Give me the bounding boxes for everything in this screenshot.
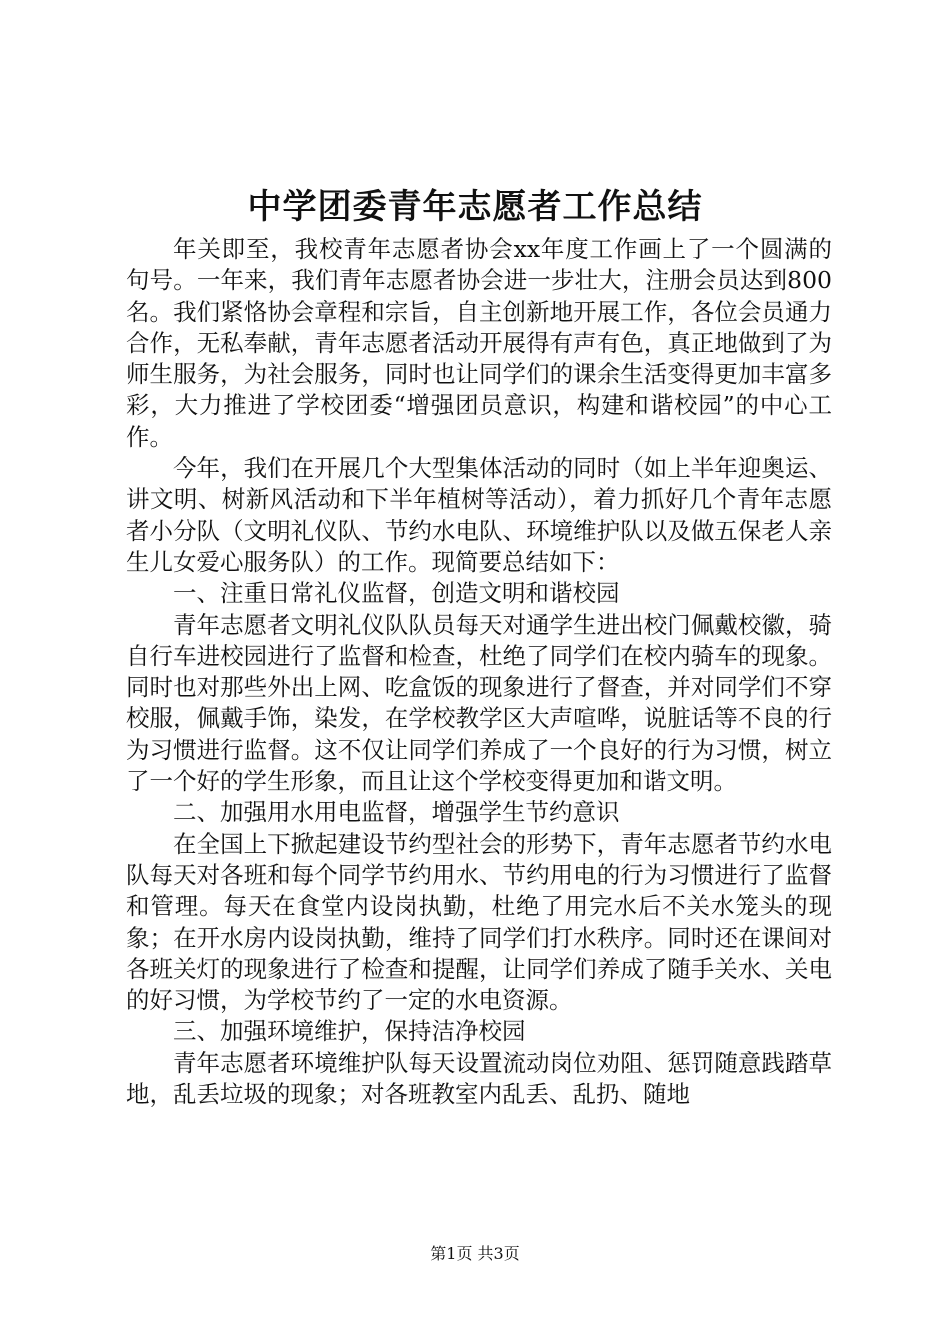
document-body — [126, 234, 832, 1110]
paragraph-section-1: 青年志愿者文明礼仪队队员每天对通学生进出校门佩戴校徽，骑自行车进校园进行了监督和检查，杜绝了同学们在校内骑车的现象。同时也对那些外出上网、吃盒饭的现象进行了督查，并对同学们不穿校服，佩戴手饰，染发，在学校教学区大声喧哗，说脏话等不良的行为习惯进行监督。这不仅让同学们养成了一个良好的行为习惯，树立了一个好的学生形象，而且让这个学校变得更加和谐文明。 — [126, 610, 832, 796]
paragraph-section-3: 青年志愿者环境维护队每天设置流动岗位劝阻、惩罚随意践踏草地，乱丢垃圾的现象；对各班教室内乱丢、乱扔、随地 — [126, 1048, 832, 1109]
document-title: 中学团委青年志愿者工作总结 — [247, 187, 703, 227]
section-heading-2: 二、加强用水用电监督，增强学生节约意识 — [173, 798, 620, 827]
section-heading-3: 三、加强环境维护，保持洁净校园 — [173, 1017, 526, 1046]
page-footer: 第1页 共3页 — [430, 1244, 520, 1263]
paragraph-intro: 年关即至，我校青年志愿者协会xx年度工作画上了一个圆满的句号。一年来，我们青年志愿者协会进一步壮大，注册会员达到800名。我们紧恪协会章程和宗旨，自主创新地开展工作，各位会员通力合作，无私奉献，青年志愿者活动开展得有声有色，真正地做到了为师生服务，为社会服务，同时也让同学们的课余生活变得更加丰富多彩，大力推进了学校团委“增强团员意识，构建和谐校园”的中心工作。 — [126, 235, 832, 451]
section-heading-1: 一、注重日常礼仪监督，创造文明和谐校园 — [173, 579, 620, 608]
paragraph-overview: 今年，我们在开展几个大型集体活动的同时（如上半年迎奥运、讲文明、树新风活动和下半年植树等活动），着力抓好几个青年志愿者小分队（文明礼仪队、节约水电队、环境维护队以及做五保老人亲生儿女爱心服务队）的工作。现简要总结如下： — [126, 454, 832, 576]
paragraph-section-2: 在全国上下掀起建设节约型社会的形势下，青年志愿者节约水电队每天对各班和每个同学节约用水、节约用电的行为习惯进行了监督和管理。每天在食堂内设岗执勤，杜绝了用完水后不关水笼头的现象；在开水房内设岗执勤，维持了同学们打水秩序。同时还在课间对各班关灯的现象进行了检查和提醒，让同学们养成了随手关水、关电的好习惯，为学校节约了一定的水电资源。 — [126, 829, 832, 1015]
